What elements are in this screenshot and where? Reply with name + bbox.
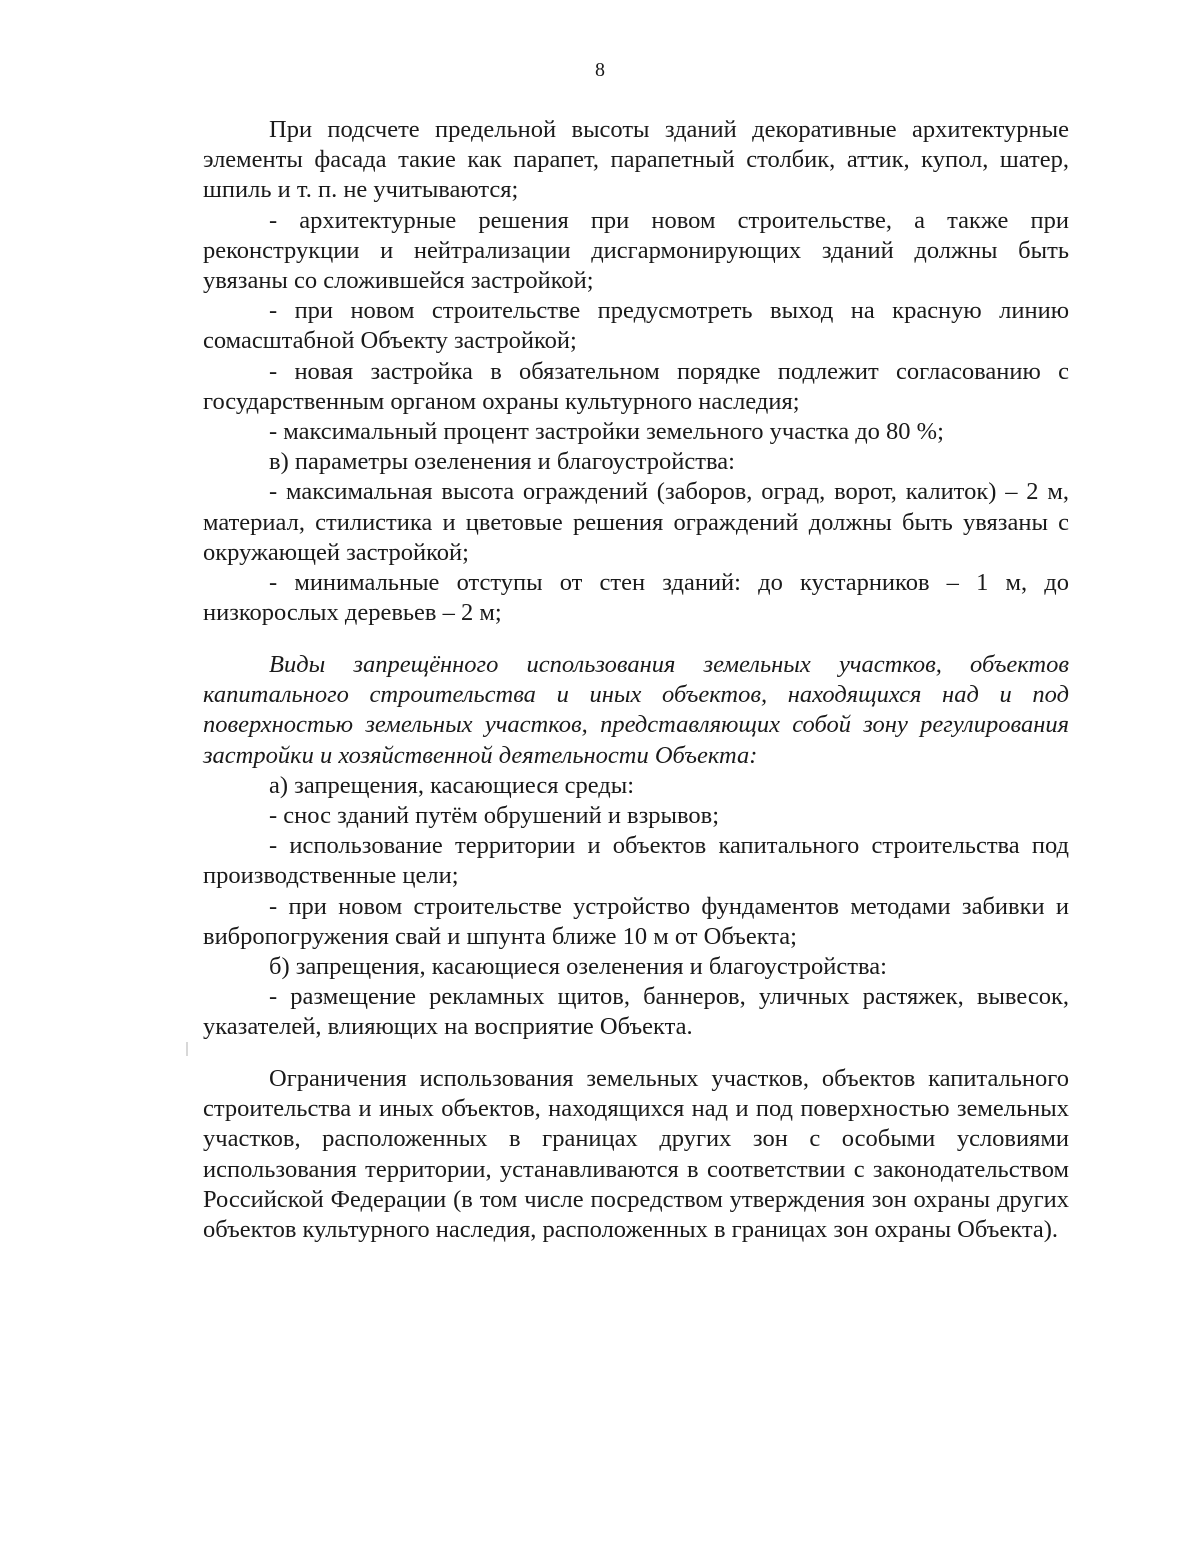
paragraph: - максимальный процент застройки земельного участка до 80 %; xyxy=(269,418,944,446)
paragraph: - использование территории и объектов капитального строительства под производственные цели; xyxy=(203,832,1069,890)
paragraph: - архитектурные решения при новом строительстве, а также при реконструкции и нейтрализации дисгармонирующих зданий должны быть увязаны со сложившейся застройкой; xyxy=(203,206,1069,295)
paragraph: - при новом строительстве устройство фундаментов методами забивки и вибропогружения свай и шпунта ближе 10 м от Объекта; xyxy=(203,892,1069,950)
paragraph: - размещение рекламных щитов, баннеров, уличных растяжек, вывесок, указателей, влияющих на восприятие Объекта. xyxy=(203,983,1069,1041)
paragraph: При подсчете предельной высоты зданий декоративные архитектурные элементы фасада такие как парапет, парапетный столбик, аттик, купол, шатер, шпиль и т. п. не учитываются; xyxy=(203,116,1069,204)
paragraph: - максимальная высота ограждений (заборов, оград, ворот, калиток) – 2 м, материал, стилистика и цветовые решения ограждений должны быть увязаны с окружающей застройкой; xyxy=(203,478,1069,566)
building-parameters-section xyxy=(203,115,1069,628)
scan-artifact-mark xyxy=(186,1042,188,1056)
paragraph: - новая застройка в обязательном порядке подлежит согласованию с государственным органом охраны культурного наследия; xyxy=(203,357,1069,415)
paragraph: Ограничения использования земельных участков, объектов капитального строительства и иных объектов, находящихся над и под поверхностью земельных участков, расположенных в границах других зон с особыми условиями использования территории, устанавливаются в соответствии с законодательством Российской Федерации (в том числе посредством утверждения зон охраны других объектов культурного наследия, расположенных в границах зон охраны Объекта). xyxy=(203,1065,1069,1244)
paragraph: а) запрещения, касающиеся среды: xyxy=(269,771,634,799)
paragraph: б) запрещения, касающиеся озеленения и благоустройства: xyxy=(269,953,887,981)
paragraph: - минимальные отступы от стен зданий: до кустарников – 1 м, до низкорослых деревьев – 2 м; xyxy=(203,569,1069,627)
page-number: 8 xyxy=(595,59,605,81)
paragraph: в) параметры озеленения и благоустройства: xyxy=(269,448,735,476)
paragraph: - при новом строительстве предусмотреть выход на красную линию сомасштабной Объекту застройкой; xyxy=(203,297,1069,355)
section-heading: Виды запрещённого использования земельных участков, объектов капитального строительства и иных объектов, находящихся над и под поверхностью земельных участков, представляющих собой зону регулирования застройки и хозяйственной деятельности Объекта: xyxy=(203,651,1069,769)
restrictions-section xyxy=(203,1064,1069,1245)
prohibited-use-section xyxy=(203,650,1069,1043)
paragraph: - снос зданий путём обрушений и взрывов; xyxy=(269,802,720,830)
